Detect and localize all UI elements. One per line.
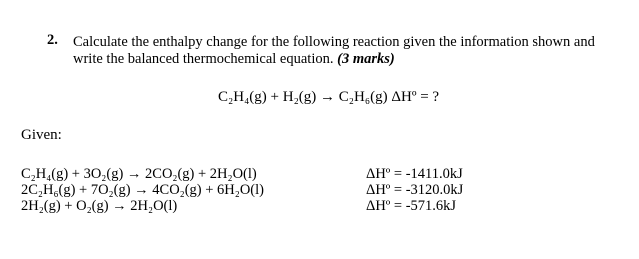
question-text-line-2-body: write the balanced thermochemical equation. — [73, 51, 338, 67]
question-number: 2. — [47, 32, 58, 48]
given-equation-2: 2C₂H₆(g) + 7O₂(g) → 4CO₂(g) + 6H₂O(l) — [21, 182, 264, 198]
given-equation-3: 2H₂(g) + O₂(g) → 2H₂O(l) — [21, 198, 178, 214]
given-label: Given: — [21, 127, 62, 143]
given-enthalpy-3: ΔHº = -571.6kJ — [366, 198, 457, 214]
question-text-line-2 — [73, 51, 395, 68]
given-enthalpy-1: ΔHº = -1411.0kJ — [366, 166, 463, 182]
marks-label: (3 marks) — [337, 51, 395, 67]
given-enthalpy-2: ΔHº = -3120.0kJ — [366, 182, 464, 198]
given-equation-1: C₂H₄(g) + 3O₂(g) → 2CO₂(g) + 2H₂O(l) — [21, 166, 257, 182]
question-text-line-1: Calculate the enthalpy change for the following reaction given the information shown and — [73, 34, 595, 50]
target-reaction: C₂H₄(g) + H₂(g) → C₂H₆(g) ΔHº = ? — [218, 89, 440, 105]
